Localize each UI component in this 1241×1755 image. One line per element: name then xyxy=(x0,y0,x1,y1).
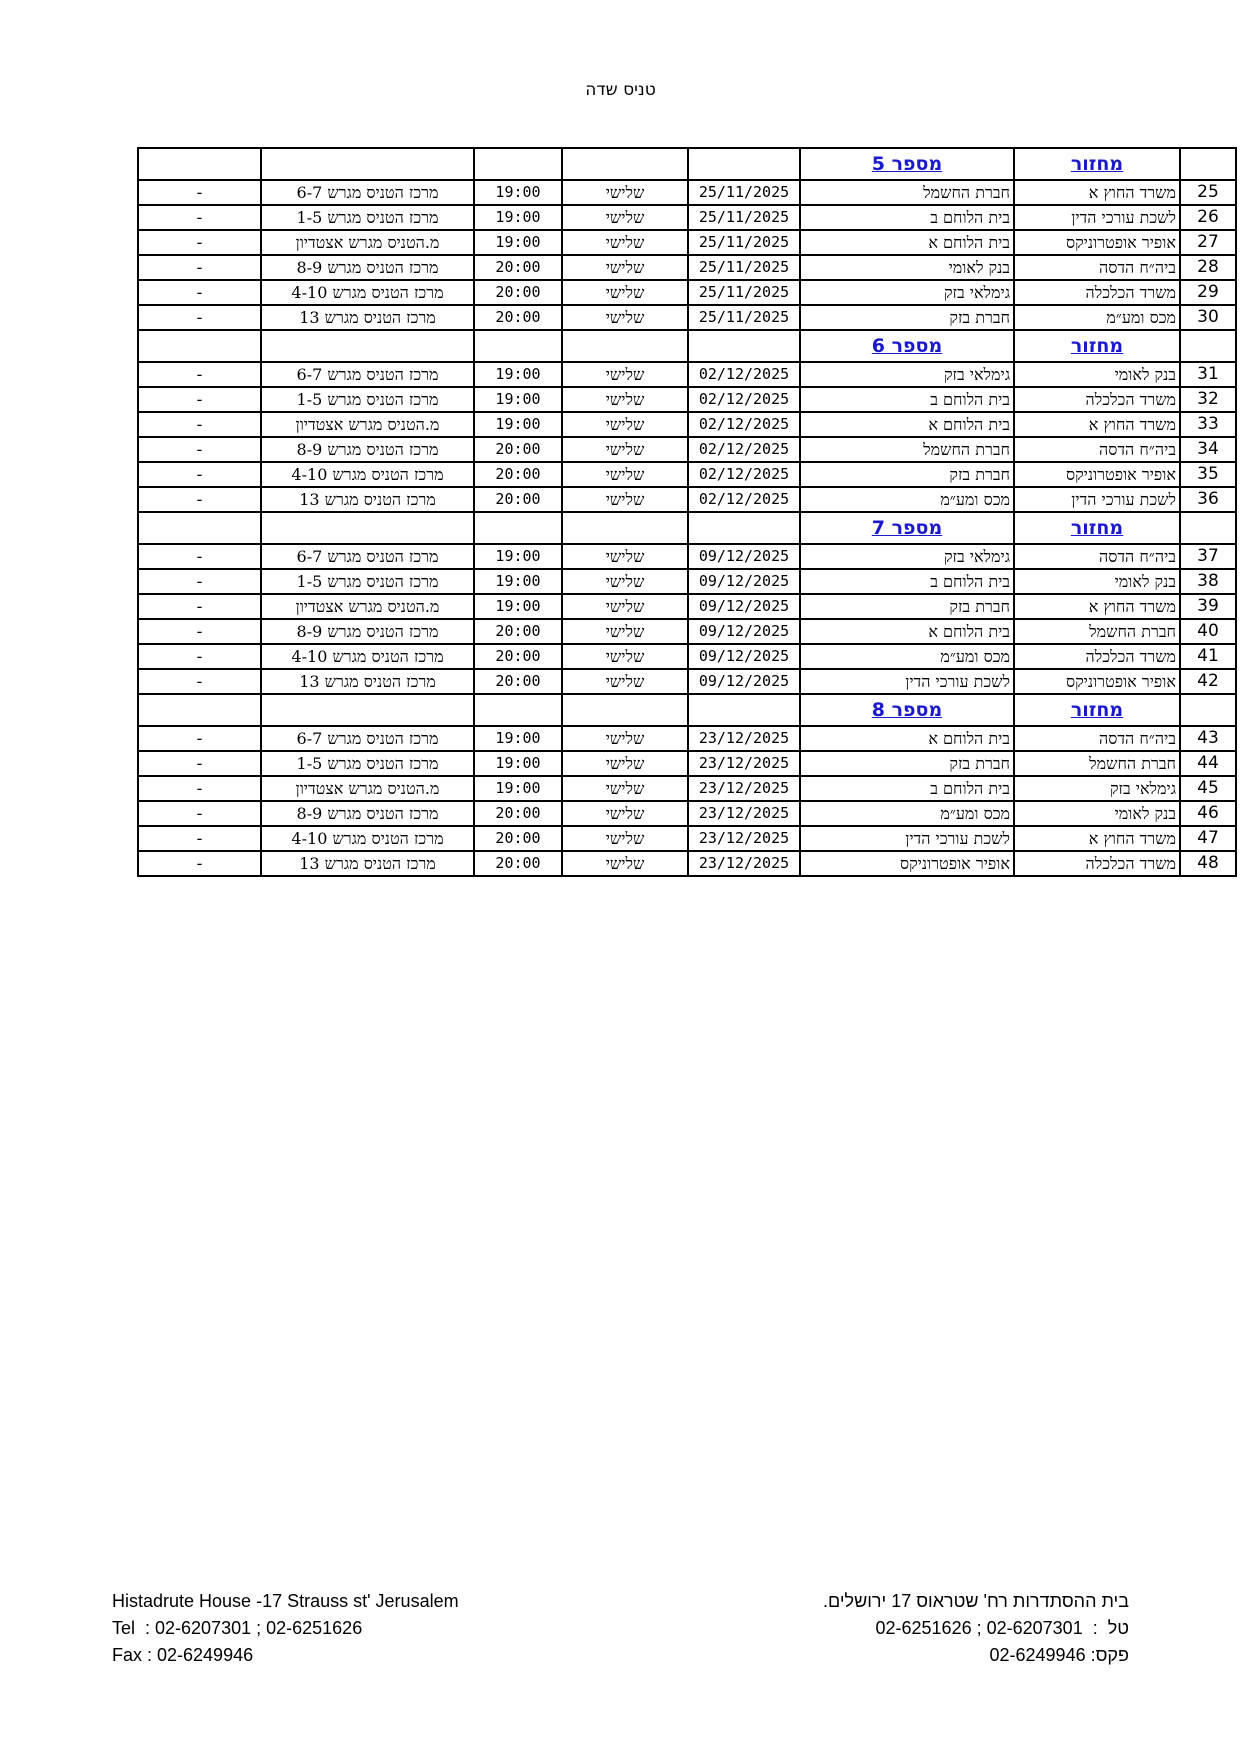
round-header-cell xyxy=(138,694,261,726)
away-team: בית הלוחם ב xyxy=(800,205,1014,230)
match-date: 02/12/2025 xyxy=(688,462,800,487)
match-result: - xyxy=(138,851,261,876)
home-team: בנק לאומי xyxy=(1014,569,1180,594)
match-result: - xyxy=(138,619,261,644)
match-result: - xyxy=(138,594,261,619)
match-day: שלישי xyxy=(562,669,688,694)
match-date: 23/12/2025 xyxy=(688,776,800,801)
match-number: 37 xyxy=(1180,544,1236,569)
table-row xyxy=(138,487,1236,512)
round-number-label: מספר 6 xyxy=(871,334,943,357)
match-result: - xyxy=(138,776,261,801)
footer-address-en: Histadrute House -17 Strauss st' Jerusalem xyxy=(112,1591,459,1611)
table-row xyxy=(138,544,1236,569)
away-team: בית הלוחם א xyxy=(800,726,1014,751)
round-header-row xyxy=(138,330,1236,362)
round-header-cell xyxy=(1180,330,1236,362)
away-team: חברת בזק xyxy=(800,751,1014,776)
match-court: מרכז הטניס מגרש 8-9 xyxy=(261,619,474,644)
match-time: 19:00 xyxy=(474,569,562,594)
table-row xyxy=(138,826,1236,851)
match-date: 23/12/2025 xyxy=(688,751,800,776)
table-row xyxy=(138,362,1236,387)
match-number: 48 xyxy=(1180,851,1236,876)
round-label: מחזור xyxy=(1070,698,1124,721)
match-time: 19:00 xyxy=(474,544,562,569)
round-number-label: מספר 7 xyxy=(871,516,943,539)
match-date: 02/12/2025 xyxy=(688,362,800,387)
round-header-cell xyxy=(1014,694,1180,726)
round-header-cell xyxy=(138,512,261,544)
match-date: 25/11/2025 xyxy=(688,180,800,205)
schedule-table xyxy=(137,147,1237,877)
match-day: שלישי xyxy=(562,487,688,512)
round-header-row xyxy=(138,512,1236,544)
table-row xyxy=(138,255,1236,280)
home-team: לשכת עורכי הדין xyxy=(1014,487,1180,512)
table-row xyxy=(138,776,1236,801)
match-court: מרכז הטניס מגרש 4-10 xyxy=(261,826,474,851)
match-number: 39 xyxy=(1180,594,1236,619)
match-result: - xyxy=(138,726,261,751)
match-court: מרכז הטניס מגרש 6-7 xyxy=(261,180,474,205)
match-date: 02/12/2025 xyxy=(688,412,800,437)
match-date: 09/12/2025 xyxy=(688,669,800,694)
table-row xyxy=(138,619,1236,644)
match-court: מרכז הטניס מגרש 8-9 xyxy=(261,437,474,462)
match-court: מ.הטניס מגרש אצטדיון xyxy=(261,412,474,437)
match-number: 46 xyxy=(1180,801,1236,826)
round-header-cell xyxy=(800,148,1014,180)
table-row xyxy=(138,569,1236,594)
match-time: 19:00 xyxy=(474,751,562,776)
footer-fax-he: פקס: 02-6249946 xyxy=(989,1645,1129,1665)
match-day: שלישי xyxy=(562,826,688,851)
match-result: - xyxy=(138,412,261,437)
table-row xyxy=(138,801,1236,826)
match-number: 32 xyxy=(1180,387,1236,412)
match-date: 23/12/2025 xyxy=(688,851,800,876)
match-court: מרכז הטניס מגרש 1-5 xyxy=(261,569,474,594)
round-header-cell xyxy=(800,330,1014,362)
match-date: 23/12/2025 xyxy=(688,826,800,851)
table-row xyxy=(138,669,1236,694)
match-date: 25/11/2025 xyxy=(688,255,800,280)
round-number-label: מספר 8 xyxy=(871,698,943,721)
match-number: 36 xyxy=(1180,487,1236,512)
match-result: - xyxy=(138,462,261,487)
away-team: בית הלוחם ב xyxy=(800,569,1014,594)
home-team: ביה״ח הדסה xyxy=(1014,437,1180,462)
match-time: 19:00 xyxy=(474,776,562,801)
match-date: 09/12/2025 xyxy=(688,569,800,594)
round-label: מחזור xyxy=(1070,334,1124,357)
table-row xyxy=(138,851,1236,876)
match-number: 43 xyxy=(1180,726,1236,751)
round-number-label: מספר 5 xyxy=(871,152,943,175)
home-team: ביה״ח הדסה xyxy=(1014,726,1180,751)
match-court: מרכז הטניס מגרש 6-7 xyxy=(261,726,474,751)
round-header-cell xyxy=(474,694,562,726)
away-team: בית הלוחם ב xyxy=(800,776,1014,801)
match-date: 25/11/2025 xyxy=(688,230,800,255)
match-result: - xyxy=(138,305,261,330)
match-number: 25 xyxy=(1180,180,1236,205)
match-result: - xyxy=(138,544,261,569)
match-number: 29 xyxy=(1180,280,1236,305)
round-label: מחזור xyxy=(1070,516,1124,539)
away-team: לשכת עורכי הדין xyxy=(800,669,1014,694)
match-result: - xyxy=(138,437,261,462)
match-time: 20:00 xyxy=(474,669,562,694)
away-team: בית הלוחם א xyxy=(800,619,1014,644)
match-day: שלישי xyxy=(562,437,688,462)
home-team: משרד הכלכלה xyxy=(1014,280,1180,305)
match-time: 20:00 xyxy=(474,437,562,462)
round-header-cell xyxy=(474,330,562,362)
match-court: מרכז הטניס מגרש 1-5 xyxy=(261,751,474,776)
match-number: 35 xyxy=(1180,462,1236,487)
match-time: 20:00 xyxy=(474,801,562,826)
match-court: מרכז הטניס מגרש 8-9 xyxy=(261,801,474,826)
round-header-cell xyxy=(1180,512,1236,544)
match-time: 20:00 xyxy=(474,487,562,512)
match-date: 02/12/2025 xyxy=(688,387,800,412)
match-date: 25/11/2025 xyxy=(688,280,800,305)
round-header-cell xyxy=(138,148,261,180)
away-team: מכס ומע״מ xyxy=(800,487,1014,512)
match-time: 20:00 xyxy=(474,305,562,330)
round-header-cell xyxy=(474,148,562,180)
match-court: מרכז הטניס מגרש 6-7 xyxy=(261,362,474,387)
match-time: 20:00 xyxy=(474,462,562,487)
home-team: משרד הכלכלה xyxy=(1014,644,1180,669)
home-team: ביה״ח הדסה xyxy=(1014,255,1180,280)
away-team: בית הלוחם ב xyxy=(800,387,1014,412)
round-header-cell xyxy=(1180,694,1236,726)
footer-fax-en: Fax : 02-6249946 xyxy=(112,1645,254,1665)
home-team: אופיר אופטרוניקס xyxy=(1014,230,1180,255)
schedule-body xyxy=(138,148,1236,876)
match-number: 38 xyxy=(1180,569,1236,594)
home-team: משרד החוץ א xyxy=(1014,412,1180,437)
match-time: 19:00 xyxy=(474,387,562,412)
match-result: - xyxy=(138,230,261,255)
match-court: מרכז הטניס מגרש 8-9 xyxy=(261,255,474,280)
match-time: 20:00 xyxy=(474,826,562,851)
round-header-cell xyxy=(688,148,800,180)
home-team: מכס ומע״מ xyxy=(1014,305,1180,330)
home-team: משרד הכלכלה xyxy=(1014,851,1180,876)
home-team: אופיר אופטרוניקס xyxy=(1014,462,1180,487)
round-header-cell xyxy=(562,330,688,362)
page-title: טניס שדה xyxy=(585,80,656,100)
table-row xyxy=(138,412,1236,437)
match-day: שלישי xyxy=(562,851,688,876)
home-team: לשכת עורכי הדין xyxy=(1014,205,1180,230)
match-day: שלישי xyxy=(562,387,688,412)
away-team: גימלאי בזק xyxy=(800,544,1014,569)
home-team: משרד החוץ א xyxy=(1014,180,1180,205)
table-row xyxy=(138,594,1236,619)
round-header-cell xyxy=(800,512,1014,544)
match-date: 09/12/2025 xyxy=(688,594,800,619)
table-row xyxy=(138,387,1236,412)
home-team: משרד החוץ א xyxy=(1014,594,1180,619)
match-day: שלישי xyxy=(562,280,688,305)
match-number: 28 xyxy=(1180,255,1236,280)
match-result: - xyxy=(138,751,261,776)
match-date: 02/12/2025 xyxy=(688,487,800,512)
match-number: 34 xyxy=(1180,437,1236,462)
round-header-cell xyxy=(474,512,562,544)
match-date: 09/12/2025 xyxy=(688,619,800,644)
home-team: ביה״ח הדסה xyxy=(1014,544,1180,569)
match-number: 30 xyxy=(1180,305,1236,330)
match-court: מרכז הטניס מגרש 6-7 xyxy=(261,544,474,569)
home-team: חברת החשמל xyxy=(1014,619,1180,644)
round-header-cell xyxy=(688,694,800,726)
round-header-cell xyxy=(1014,148,1180,180)
round-header-cell xyxy=(800,694,1014,726)
match-number: 26 xyxy=(1180,205,1236,230)
round-header-cell xyxy=(688,512,800,544)
match-day: שלישי xyxy=(562,412,688,437)
match-result: - xyxy=(138,387,261,412)
match-time: 19:00 xyxy=(474,180,562,205)
round-header-row xyxy=(138,694,1236,726)
footer-english xyxy=(112,1588,459,1669)
match-court: מ.הטניס מגרש אצטדיון xyxy=(261,594,474,619)
match-day: שלישי xyxy=(562,544,688,569)
match-time: 19:00 xyxy=(474,362,562,387)
match-day: שלישי xyxy=(562,776,688,801)
match-number: 41 xyxy=(1180,644,1236,669)
round-header-row xyxy=(138,148,1236,180)
match-time: 19:00 xyxy=(474,594,562,619)
away-team: בית הלוחם א xyxy=(800,412,1014,437)
match-number: 42 xyxy=(1180,669,1236,694)
table-row xyxy=(138,305,1236,330)
round-header-cell xyxy=(138,330,261,362)
match-day: שלישי xyxy=(562,569,688,594)
match-day: שלישי xyxy=(562,205,688,230)
round-header-cell xyxy=(261,694,474,726)
match-number: 40 xyxy=(1180,619,1236,644)
away-team: חברת בזק xyxy=(800,305,1014,330)
table-row xyxy=(138,462,1236,487)
match-date: 25/11/2025 xyxy=(688,305,800,330)
round-header-cell xyxy=(562,148,688,180)
match-court: מרכז הטניס מגרש 4-10 xyxy=(261,462,474,487)
home-team: בנק לאומי xyxy=(1014,362,1180,387)
round-header-cell xyxy=(261,330,474,362)
match-time: 20:00 xyxy=(474,644,562,669)
round-header-cell xyxy=(1180,148,1236,180)
round-label: מחזור xyxy=(1070,152,1124,175)
table-row xyxy=(138,751,1236,776)
round-header-cell xyxy=(1014,512,1180,544)
match-day: שלישי xyxy=(562,305,688,330)
match-result: - xyxy=(138,362,261,387)
match-court: מרכז הטניס מגרש 13 xyxy=(261,487,474,512)
match-court: מרכז הטניס מגרש 4-10 xyxy=(261,644,474,669)
match-day: שלישי xyxy=(562,230,688,255)
match-number: 44 xyxy=(1180,751,1236,776)
match-court: מרכז הטניס מגרש 13 xyxy=(261,669,474,694)
match-day: שלישי xyxy=(562,362,688,387)
match-time: 19:00 xyxy=(474,205,562,230)
match-court: מרכז הטניס מגרש 1-5 xyxy=(261,387,474,412)
away-team: אופיר אופטרוניקס xyxy=(800,851,1014,876)
match-result: - xyxy=(138,487,261,512)
round-header-cell xyxy=(562,512,688,544)
match-day: שלישי xyxy=(562,594,688,619)
match-day: שלישי xyxy=(562,180,688,205)
match-day: שלישי xyxy=(562,255,688,280)
match-court: מרכז הטניס מגרש 1-5 xyxy=(261,205,474,230)
round-header-cell xyxy=(261,512,474,544)
match-result: - xyxy=(138,826,261,851)
away-team: חברת בזק xyxy=(800,594,1014,619)
match-date: 25/11/2025 xyxy=(688,205,800,230)
match-court: מרכז הטניס מגרש 4-10 xyxy=(261,280,474,305)
home-team: משרד הכלכלה xyxy=(1014,387,1180,412)
round-header-cell xyxy=(1014,330,1180,362)
match-date: 23/12/2025 xyxy=(688,726,800,751)
table-row xyxy=(138,230,1236,255)
match-number: 31 xyxy=(1180,362,1236,387)
footer-address-he: בית ההסתדרות רח' שטראוס 17 ירושלים. xyxy=(823,1591,1129,1611)
match-number: 45 xyxy=(1180,776,1236,801)
match-time: 20:00 xyxy=(474,851,562,876)
home-team: בנק לאומי xyxy=(1014,801,1180,826)
match-result: - xyxy=(138,669,261,694)
away-team: בית הלוחם א xyxy=(800,230,1014,255)
match-number: 27 xyxy=(1180,230,1236,255)
match-date: 09/12/2025 xyxy=(688,544,800,569)
match-result: - xyxy=(138,801,261,826)
table-row xyxy=(138,280,1236,305)
match-date: 09/12/2025 xyxy=(688,644,800,669)
match-day: שלישי xyxy=(562,751,688,776)
away-team: חברת בזק xyxy=(800,462,1014,487)
match-result: - xyxy=(138,280,261,305)
match-day: שלישי xyxy=(562,619,688,644)
table-row xyxy=(138,205,1236,230)
home-team: גימלאי בזק xyxy=(1014,776,1180,801)
match-court: מרכז הטניס מגרש 13 xyxy=(261,305,474,330)
table-row xyxy=(138,180,1236,205)
match-time: 20:00 xyxy=(474,255,562,280)
match-day: שלישי xyxy=(562,644,688,669)
home-team: חברת החשמל xyxy=(1014,751,1180,776)
match-court: מרכז הטניס מגרש 13 xyxy=(261,851,474,876)
footer-tel-en: Tel : 02-6207301 ; 02-6251626 xyxy=(112,1618,363,1638)
away-team: מכס ומע״מ xyxy=(800,644,1014,669)
match-day: שלישי xyxy=(562,801,688,826)
match-day: שלישי xyxy=(562,726,688,751)
round-header-cell xyxy=(688,330,800,362)
match-number: 47 xyxy=(1180,826,1236,851)
away-team: חברת החשמל xyxy=(800,437,1014,462)
match-court: מ.הטניס מגרש אצטדיון xyxy=(261,230,474,255)
away-team: מכס ומע״מ xyxy=(800,801,1014,826)
match-time: 20:00 xyxy=(474,619,562,644)
footer-tel-he: טל : 02-6207301 ; 02-6251626 xyxy=(875,1618,1129,1638)
match-result: - xyxy=(138,255,261,280)
match-date: 23/12/2025 xyxy=(688,801,800,826)
home-team: משרד החוץ א xyxy=(1014,826,1180,851)
round-header-cell xyxy=(261,148,474,180)
match-result: - xyxy=(138,569,261,594)
home-team: אופיר אופטרוניקס xyxy=(1014,669,1180,694)
match-time: 19:00 xyxy=(474,412,562,437)
match-date: 02/12/2025 xyxy=(688,437,800,462)
match-result: - xyxy=(138,205,261,230)
away-team: חברת החשמל xyxy=(800,180,1014,205)
table-row xyxy=(138,726,1236,751)
away-team: לשכת עורכי הדין xyxy=(800,826,1014,851)
match-result: - xyxy=(138,644,261,669)
round-header-cell xyxy=(562,694,688,726)
match-time: 20:00 xyxy=(474,280,562,305)
match-day: שלישי xyxy=(562,462,688,487)
match-result: - xyxy=(138,180,261,205)
match-time: 19:00 xyxy=(474,230,562,255)
footer-hebrew xyxy=(823,1588,1129,1669)
away-team: גימלאי בזק xyxy=(800,280,1014,305)
table-row xyxy=(138,644,1236,669)
match-court: מ.הטניס מגרש אצטדיון xyxy=(261,776,474,801)
away-team: גימלאי בזק xyxy=(800,362,1014,387)
away-team: בנק לאומי xyxy=(800,255,1014,280)
match-number: 33 xyxy=(1180,412,1236,437)
table-row xyxy=(138,437,1236,462)
match-time: 19:00 xyxy=(474,726,562,751)
